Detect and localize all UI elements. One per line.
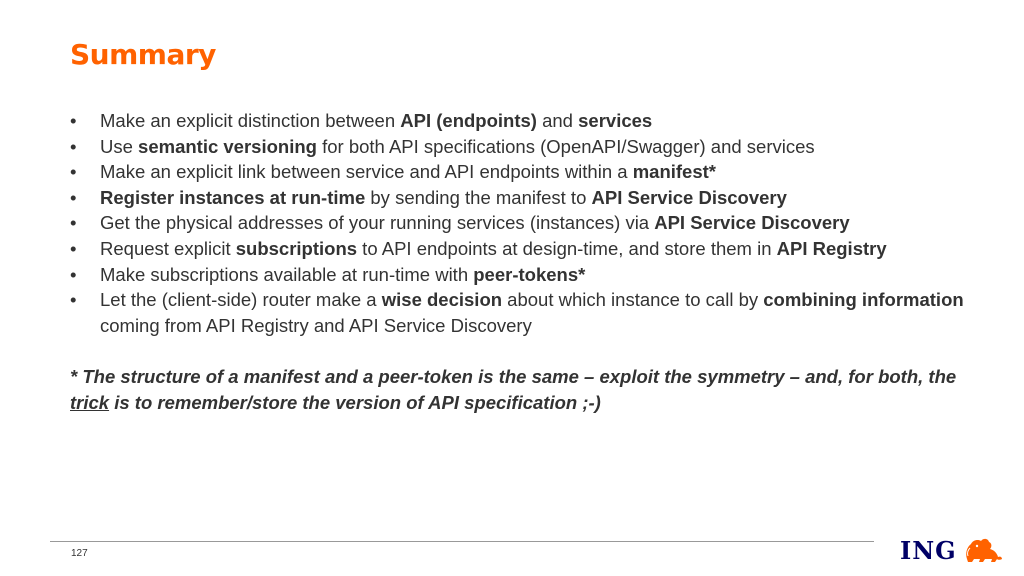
- bullet-item: • Get the physical addresses of your running services (instances) via API Service Discovery: [70, 210, 990, 236]
- bullet-item: • Request explicit subscriptions to API endpoints at design-time, and store them in API Registry: [70, 236, 990, 262]
- bullet-item: • Make an explicit distinction between API (endpoints) and services: [70, 108, 990, 134]
- summary-bullet-list: [70, 108, 990, 338]
- bullet-item: • Make subscriptions available at run-time with peer-tokens*: [70, 262, 990, 288]
- footnote: * The structure of a manifest and a peer-token is the same – exploit the symmetry – and, for both, the trick is to remember/store the version of API specification ;-): [70, 366, 957, 413]
- page-number: 127: [71, 548, 88, 559]
- underlined-word: trick: [70, 392, 110, 413]
- ing-logo: [900, 534, 1005, 566]
- bullet-item: • Use semantic versioning for both API specifications (OpenAPI/Swagger) and services: [70, 134, 990, 160]
- logo-wordmark: ING: [900, 535, 957, 565]
- bullet-item: • Make an explicit link between service and API endpoints within a manifest*: [70, 159, 990, 185]
- footer-divider: [50, 541, 874, 542]
- lion-icon: [961, 535, 1005, 565]
- bullet-item: • Let the (client-side) router make a wise decision about which instance to call by combining information coming from API Registry and API Service Discovery: [70, 287, 990, 338]
- slide-title: Summary: [70, 38, 216, 71]
- bullet-item: • Register instances at run-time by sending the manifest to API Service Discovery: [70, 185, 990, 211]
